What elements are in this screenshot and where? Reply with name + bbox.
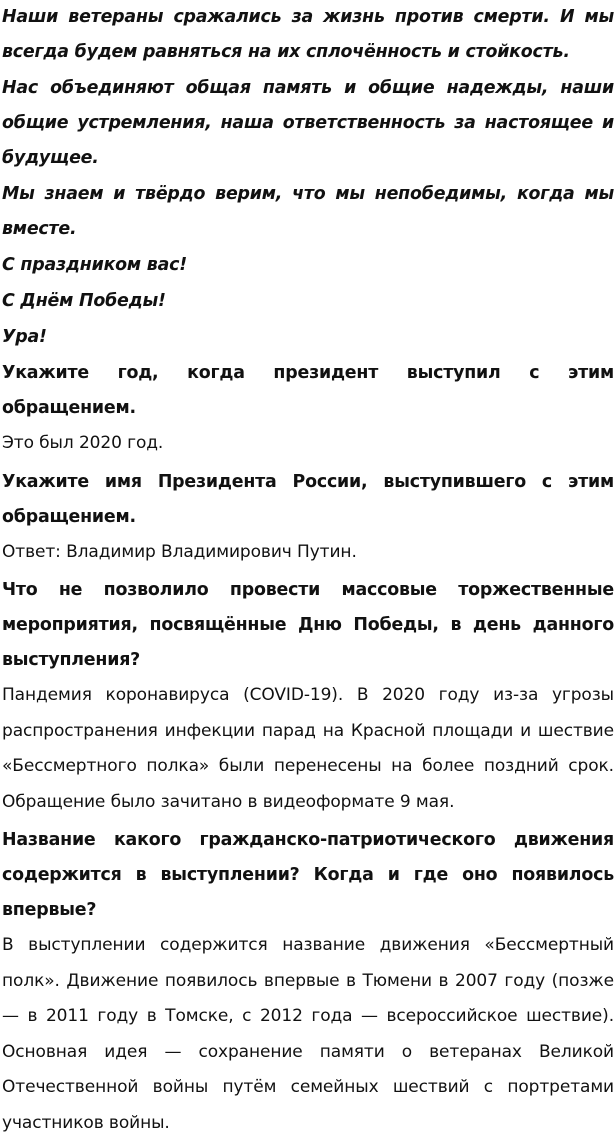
answer-3: Пандемия коронавируса (COVID-19). В 2020 году из-за угрозы распространения инфекции парад на Красной площади и шествие «Бессмертного полка» были перенесены на более поздний срок. Обращение было зачитано в видеоформате 9 мая. xyxy=(2,685,614,812)
speech-paragraph-2: Нас объединяют общая память и общие надежды, наши общие устремления, наша ответственность за настоящее и будущее. xyxy=(2,78,614,168)
question-1: Укажите год, когда президент выступил с этим обращением. xyxy=(2,363,614,418)
speech-paragraph-5: С Днём Победы! xyxy=(2,291,166,311)
answer-1: Это был 2020 год. xyxy=(2,433,164,453)
speech-paragraph-3: Мы знаем и твёрдо верим, что мы непобедимы, когда мы вместе. xyxy=(2,184,614,239)
answer-4: В выступлении содержится название движения «Бессмертный полк». Движение появилось впервые в Тюмени в 2007 году (позже — в 2011 году в Томске, с 2012 года — всероссийское шествие). Основная идея — сохранение памяти о ветеранах Великой Отечественной войны путём семейных шествий с портретами участников войны. xyxy=(2,935,614,1133)
question-2: Укажите имя Президента России, выступившего с этим обращением. xyxy=(2,471,614,527)
answer-2: Ответ: Владимир Владимирович Путин. xyxy=(2,541,357,562)
question-3: Что не позволило провести массовые торжественные мероприятия, посвящённые Дню Победы, в день данного выступления? xyxy=(2,580,614,670)
question-4: Название какого гражданско-патриотического движения содержится в выступлении? Когда и где оно появилось впервые? xyxy=(2,830,614,920)
speech-paragraph-6: Ура! xyxy=(2,327,47,347)
speech-paragraph-4: С праздником вас! xyxy=(2,255,187,275)
speech-paragraph-1: Наши ветераны сражались за жизнь против смерти. И мы всегда будем равняться на их сплочённость и стойкость. xyxy=(2,7,614,62)
